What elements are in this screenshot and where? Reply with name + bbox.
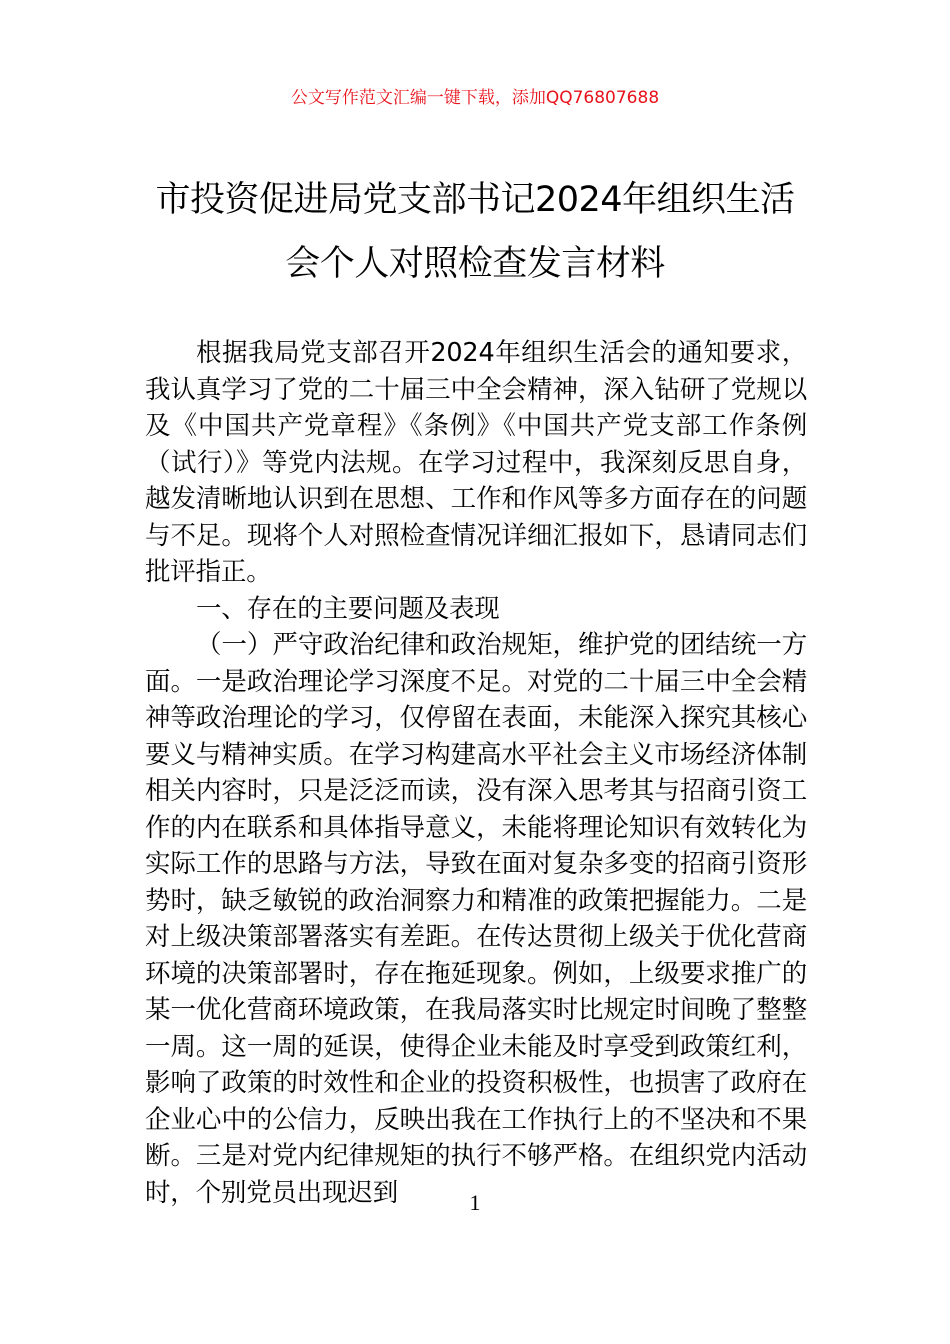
intro-paragraph: 根据我局党支部召开2024年组织生活会的通知要求，我认真学习了党的二十届三中全会精神，深入钻研了党规以及《中国共产党章程》《条例》《中国共产党支部工作条例（试行）》等党内法规。在学习过程中，我深刻反思自身，越发清晰地认识到在思想、工作和作风等多方面存在的问题与不足。现将个人对照检查情况详细汇报如下，恳请同志们批评指正。	[145, 338, 807, 587]
document-body	[145, 335, 807, 1211]
body-paragraph: （一）严守政治纪律和政治规矩，维护党的团结统一方面。一是政治理论学习深度不足。对党的二十届三中全会精神等政治理论的学习，仅停留在表面，未能深入探究其核心要义与精神实质。在学习构建高水平社会主义市场经济体制相关内容时，只是泛泛而读，没有深入思考其与招商引资工作的内在联系和具体指导意义，未能将理论知识有效转化为实际工作的思路与方法，导致在面对复杂多变的招商引资形势时，缺乏敏锐的政治洞察力和精准的政策把握能力。二是对上级决策部署落实有差距。在传达贯彻上级关于优化营商环境的决策部署时，存在拖延现象。例如，上级要求推广的某一优化营商环境政策，在我局落实时比规定时间晚了整整一周。这一周的延误，使得企业未能及时享受到政策红利，影响了政策的时效性和企业的投资积极性，也损害了政府在企业心中的公信力，反映出我在工作执行上的不坚决和不果断。三是对党内纪律规矩的执行不够严格。在组织党内活动时，个别党员出现迟到	[145, 630, 807, 1208]
section-heading: 一、存在的主要问题及表现	[196, 593, 500, 624]
page-number: 1	[469, 1190, 481, 1215]
title-line-2: 会个人对照检查发言材料	[285, 244, 665, 284]
title-line-1: 市投资促进局党支部书记2024年组织生活	[155, 180, 795, 220]
watermark-banner: 公文写作范文汇编一键下载，添加QQ76807688	[290, 88, 660, 108]
document-title	[140, 168, 810, 296]
